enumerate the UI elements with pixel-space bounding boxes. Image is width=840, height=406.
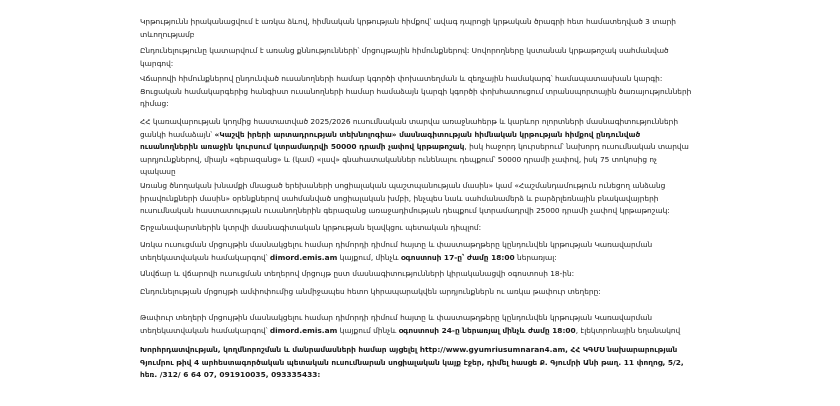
paragraph-paid-discounts: Վճարովի հիմունքներով ընդունված ուսանողների համար կգործի փոխատեղման և զեղչային համակարգ՝ համապատասխան կարգի: Ցուցական համակարգերից հանգիստ ուսանողների համար համաձայն կարգի կգործի փոխհատուցում տրանսպորտային ծառայությունների դիմաց: [140,74,692,108]
scholarship-intro-text: ՀՀ կառավարության կողմից հաստատված 2025/2026 ուսումնական տարվա առաջնահերթ և կարևոր ոլորտների մասնագիտությունների ցանկի համաձայն՝ [140,117,679,139]
application-mid-text: կայքում, մինչև [337,252,401,262]
paragraph-competition-date: Անվճար և վճարովի ուսուցման տեղերով մրցույթ ըստ մասնագիտությունների կիրականացվի օգոստոսի 18-ին: [140,269,575,278]
paragraph-social-groups: Առանց ծնողական խնամքի մնացած երեխաների սոցիալական պաշտպանության մասին» կամ «Հաշմանդամություն ունեցող անձանց իրավունքների մասին» օրենքներով սահմանված սոցիալական խմբի, ինչպես նաև սահմանամերձ և բարձրլեռնային բնակավայրերի ուսումնական հաստատության ուսանողներին գերազանց առաջադիմության դեպքում կտրամադրվի 25000 դրամի չափով կրթաթոշակ: [140,181,670,215]
scholarship-bold-text: «Կաշվե իրերի արտադրության տեխնոլոգիա» մասնագիտության հիմնական կրթության հիմքով ընդունված ուսանողներին առաջին կուրսում կտրամադրվի 50000 դրամի չափով կրթաթոշակ [140,129,641,151]
paragraph-vacancy-deadline [140,312,695,337]
paragraph-results: Ընդունելության մրցույթի ամփոփումից անմիջապես հետո կհրապարակվեն արդյունքներն ու առկա թափուր տեղերը: [140,287,601,296]
paragraph-diploma: Շրջանավարտներին կտրվի մասնագիտական կրթության ելավկցու պետական դիպլոմ: [140,223,482,232]
vacancy-deadline-date: օգոստոսի 24-ը ներառյալ մինչև ժամը 18:00 [398,325,576,335]
paragraph-education-form: Կրթությունն իրականացվում է առկա ձևով, հիմնական կրթության հիմքով՝ ավագ դպրոցի կրթական ծրագրի հետ համատեղված 3 տարի տևողությամբ [140,17,676,39]
scholarship-tail-text: , իսկ հաջորդ կուրսերում՝ նախորդ ուսումնական տարվա արդյունքներով, միայն «գերազանց» և (կամ) «լավ» գնահատականներ ունենալու դեպքում՝ 50000 դրամի չափով, իսկ 75 տոկոսից ոչ պակասը [140,142,689,176]
paragraph-admission: Ընդունելությունը կատարվում է առանց քննությունների՝ մրցույթային հիմունքներով: Սովորողները կստանան կրթաթոշակ սահմանված կարգով: [140,46,669,68]
vacancy-mid-text: կայքում մինչև [337,325,399,335]
application-intro-text: Առկա ուսուցման մրցույթին մասնակցելու համար դիմորդի դիմում հայտը և փաստաթղթերը կընդունվեն կրթության Կառավարման տեղեկատվական համակարգով՝ [140,240,653,262]
dimord-link-vacancy[interactable]: dimord.emis.am [269,325,338,335]
dimord-link[interactable]: dimord.emis.am [269,252,338,262]
vacancy-intro-text: Թափուր տեղերի մրցույթին մասնակցելու համար դիմորդի դիմում հայտը և փաստաթղթերը կընդունվեն կրթության Կառավարման տեղեկատվական համակարգով՝ [140,313,653,335]
paragraph-application-deadline [140,239,695,264]
application-deadline-date: օգոստոսի 17-ը՝ ժամը 18:00 [400,252,515,262]
paragraph-contact-info: Խորհրդատվության, կողմնորոշման և մանրամասների համար այցելել http://www.gyumriusumnaran4.am, ՀՀ ԿԳՄՍ նախարարության Գյումրու թիվ 4 արհեստագործական պետական ուսումնարան սոցիալական կայք էջեր, դիմել հասցե Ք. Գյումրի Անի թաղ. 11 փողոց, 5/2, հեռ. /312/ 6 64 07, 091910035, 093335433: [140,345,684,379]
application-tail-text: ներառյալ: [514,252,557,262]
paragraph-scholarship-priority [140,116,695,179]
vacancy-tail-text: , էլեկտրոնային եղանակով [575,325,681,335]
